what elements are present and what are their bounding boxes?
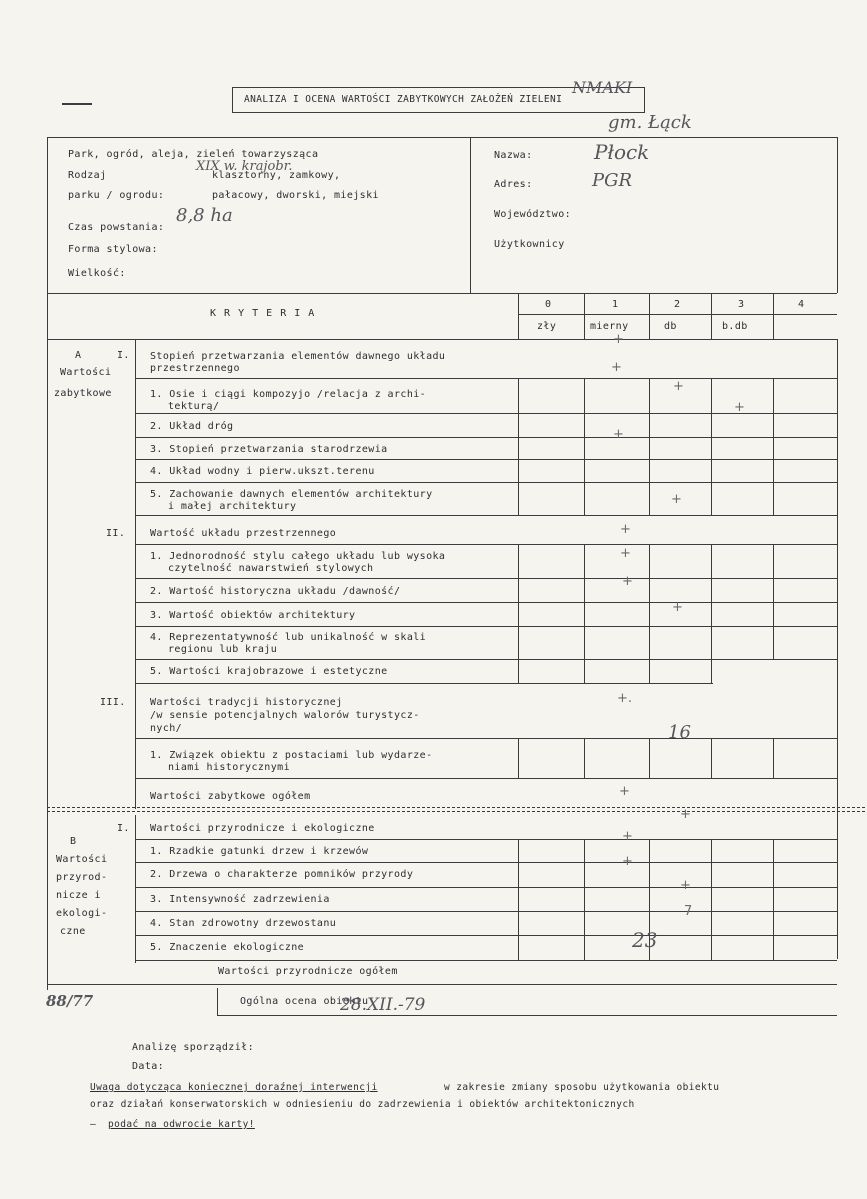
handwritten-rodzaj: XIX w. krajobr.: [196, 159, 293, 174]
handwritten-historic-total: 16: [668, 722, 691, 743]
handwritten-nature-total: 23: [632, 928, 658, 952]
row-a1-5-line2: i małej architektury: [168, 501, 297, 512]
section-b-letter: B: [70, 836, 77, 847]
section-b-group-title: Wartości przyrodnicze i ekologiczne: [150, 823, 375, 834]
row-a1-4: 4. Układ wodny i pierw.ukszt.terenu: [150, 466, 375, 477]
grade-1: mierny: [590, 321, 629, 332]
plus-mark: +: [622, 854, 633, 869]
grid-line: [47, 339, 837, 340]
section-b-name-3: nicze i: [56, 890, 101, 901]
section-b-name-5: czne: [60, 926, 86, 937]
grid-line: [217, 988, 218, 1016]
row-a2-3: 3. Wartość obiektów architektury: [150, 610, 356, 621]
grid-line: [584, 378, 585, 515]
handwritten-nazwa: Płock: [594, 140, 650, 164]
plus-mark: +.: [617, 691, 633, 706]
header-line1: Park, ogród, aleja, zieleń towarzysząca: [68, 149, 319, 160]
group1-title-line1: Stopień przetwarzania elementów dawnego układu: [150, 351, 446, 362]
row-a1-1-line2: tekturą/: [168, 401, 220, 412]
parku-options: pałacowy, dworski, miejski: [212, 190, 379, 201]
row-b-3: 3. Intensywność zadrzewienia: [150, 894, 330, 905]
grid-line: [47, 293, 837, 294]
row-b-5: 5. Znaczenie ekologiczne: [150, 942, 305, 953]
sporzadzil-label: Analizę sporządził:: [132, 1042, 254, 1053]
plus-mark: +: [672, 600, 683, 615]
row-a1-3: 3. Stopień przetwarzania starodrzewia: [150, 444, 388, 455]
section-b-name-1: Wartości: [56, 854, 108, 865]
group3-line1: Wartości tradycji historycznej: [150, 697, 343, 708]
grid-line: [773, 839, 774, 960]
row-a2-4-line1: 4. Reprezentatywność lub unikalność w skali: [150, 632, 427, 643]
plus-mark: +: [671, 492, 682, 507]
grid-line: [47, 984, 837, 985]
footer-line3: podać na odwrocie karty!: [108, 1119, 255, 1130]
handwritten-date: 28.XII.-79: [340, 995, 426, 1015]
section-a-name1: Wartości: [60, 367, 112, 378]
grid-line: [135, 413, 837, 414]
grid-line: [649, 378, 650, 515]
rodzaj-options: klasztorny, zamkowy,: [212, 170, 341, 181]
plus-mark: +: [673, 379, 684, 394]
grid-line: [135, 960, 837, 961]
grid-line: [584, 839, 585, 960]
grid-line: [711, 293, 712, 339]
historic-total-label: Wartości zabytkowe ogółem: [150, 791, 311, 802]
header-divider: [470, 137, 471, 293]
nazwa-label: Nazwa:: [494, 150, 533, 161]
grid-line: [135, 515, 837, 516]
plus-mark: +: [613, 427, 624, 442]
grid-line: [649, 293, 650, 339]
row-a1-1-line1: 1. Osie i ciągi kompozyjo /relacja z archi-: [150, 389, 427, 400]
plus-mark: +: [622, 574, 633, 589]
grid-line: [135, 839, 837, 840]
row-a2-1-line2: czytelność nawarstwień stylowych: [168, 563, 374, 574]
row-a2-4-line2: regionu lub kraju: [168, 644, 278, 655]
grid-line: [135, 659, 837, 660]
footer-line3-dash: –: [90, 1119, 97, 1130]
row-a2-2: 2. Wartość historyczna układu /dawność/: [150, 586, 401, 597]
margin-dash: [62, 103, 92, 105]
col-2: 2: [674, 299, 681, 310]
forma-stylowa-label: Forma stylowa:: [68, 244, 158, 255]
handwritten-title-note: NMAKI: [572, 78, 633, 97]
overall-label: Ogólna ocena obiektu: [240, 996, 369, 1007]
group3-line3: nych/: [150, 723, 183, 734]
plus-mark: +: [680, 878, 691, 893]
grid-line: [135, 862, 837, 863]
czas-powstania-label: Czas powstania:: [68, 222, 165, 233]
grid-line: [584, 738, 585, 778]
section-separator: [47, 807, 865, 812]
col-1: 1: [612, 299, 619, 310]
grid-line: [711, 378, 712, 515]
grid-line: [518, 293, 519, 339]
section-a-name2: zabytkowe: [54, 388, 112, 399]
parku-label: parku / ogrodu:: [68, 190, 165, 201]
plus-mark: +: [620, 546, 631, 561]
wojewodztwo-label: Województwo:: [494, 209, 572, 220]
grid-line: [518, 839, 519, 960]
grid-line: [518, 544, 519, 683]
row-a2-1-line1: 1. Jednorodność stylu całego układu lub wysoka: [150, 551, 446, 562]
criteria-label: K R Y T E R I A: [210, 308, 316, 319]
row-a1-2: 2. Układ dróg: [150, 421, 234, 432]
left-frame: [47, 137, 48, 990]
row-a3-1-line1: 1. Związek obiektu z postaciami lub wydarze-: [150, 750, 433, 761]
grid-line: [773, 378, 774, 515]
grid-line: [135, 378, 837, 379]
grid-line: [135, 482, 837, 483]
grid-line: [584, 544, 585, 683]
plus-mark: +: [734, 400, 745, 415]
grid-line: [711, 544, 712, 683]
plus-mark: +: [620, 522, 631, 537]
nature-total-label: Wartości przyrodnicze ogółem: [218, 966, 398, 977]
group2-title: Wartość układu przestrzennego: [150, 528, 337, 539]
grade-2: db: [664, 321, 677, 332]
row-a2-5: 5. Wartości krajobrazowe i estetyczne: [150, 666, 388, 677]
grid-line: [135, 459, 837, 460]
row-b-2: 2. Drzewa o charakterze pomników przyrody: [150, 869, 414, 880]
grid-line: [135, 738, 837, 739]
grid-line: [135, 544, 837, 545]
section-a-roman2: II.: [106, 528, 126, 539]
criteria-column-line: [135, 815, 136, 963]
handwritten-wielkosc: 8,8 ha: [176, 205, 233, 226]
grid-line: [135, 437, 837, 438]
grid-line: [135, 602, 837, 603]
page-title: ANALIZA I OCENA WARTOŚCI ZABYTKOWYCH ZAŁOŻEŃ ZIELENI: [244, 94, 563, 105]
grid-line: [518, 314, 837, 315]
row-a3-1-line2: niami historycznymi: [168, 762, 290, 773]
uzytkownicy-label: Użytkownicy: [494, 239, 565, 250]
grade-3: b.db: [722, 321, 748, 332]
plus-mark: +: [622, 829, 633, 844]
grid-line: [135, 626, 837, 627]
grid-line: [711, 738, 712, 778]
section-a-roman1: I.: [117, 350, 130, 361]
handwritten-page-ref: 88/77: [46, 992, 94, 1010]
grid-line: [773, 293, 774, 339]
adres-label: Adres:: [494, 179, 533, 190]
section-a-roman3: III.: [100, 697, 126, 708]
right-frame: [837, 339, 838, 959]
grade-0: zły: [537, 321, 557, 332]
section-b-name-4: ekologi-: [56, 908, 108, 919]
plus-mark: +: [611, 360, 622, 375]
plus-mark: +: [680, 807, 691, 822]
section-b-roman: I.: [117, 823, 130, 834]
grid-line: [135, 887, 837, 888]
col-0: 0: [545, 299, 552, 310]
grid-line: [217, 1015, 837, 1016]
grid-line: [584, 293, 585, 339]
data-label: Data:: [132, 1061, 165, 1072]
plus-mark: 7: [684, 904, 693, 919]
row-b-4: 4. Stan zdrowotny drzewostanu: [150, 918, 337, 929]
plus-mark: +: [613, 332, 624, 347]
grid-line: [773, 738, 774, 778]
grid-line: [649, 544, 650, 683]
uwaga-rest: w zakresie zmiany sposobu użytkowania obiektu: [444, 1082, 720, 1093]
header-top-line: [47, 137, 837, 138]
handwritten-title-note2: gm. Łąck: [608, 112, 692, 133]
row-a1-5-line1: 5. Zachowanie dawnych elementów architektury: [150, 489, 433, 500]
section-b-name-2: przyrod-: [56, 872, 108, 883]
footer-line2: oraz działań konserwatorskich w odniesieniu do zadrzewienia i obiektów architektonicznych: [90, 1099, 635, 1110]
grid-line: [649, 738, 650, 778]
handwritten-adres: PGR: [592, 170, 633, 191]
col-4: 4: [798, 299, 805, 310]
grid-line: [135, 911, 837, 912]
header-right-line: [837, 137, 838, 293]
grid-line: [711, 839, 712, 960]
group3-line2: /w sensie potencjalnych walorów turystycz-: [150, 710, 420, 721]
grid-line: [135, 683, 713, 684]
grid-line: [518, 738, 519, 778]
rodzaj-label: Rodzaj: [68, 170, 107, 181]
plus-mark: +: [619, 784, 630, 799]
grid-line: [773, 544, 774, 659]
uwaga-underlined: Uwaga dotycząca koniecznej doraźnej interwencji: [90, 1082, 378, 1093]
grid-line: [135, 935, 837, 936]
wielkosc-label: Wielkość:: [68, 268, 126, 279]
row-b-1: 1. Rzadkie gatunki drzew i krzewów: [150, 846, 369, 857]
grid-line: [135, 578, 837, 579]
section-a-letter: A: [75, 350, 82, 361]
group1-title-line2: przestrzennego: [150, 363, 240, 374]
grid-line: [135, 778, 837, 779]
grid-line: [518, 378, 519, 515]
col-3: 3: [738, 299, 745, 310]
